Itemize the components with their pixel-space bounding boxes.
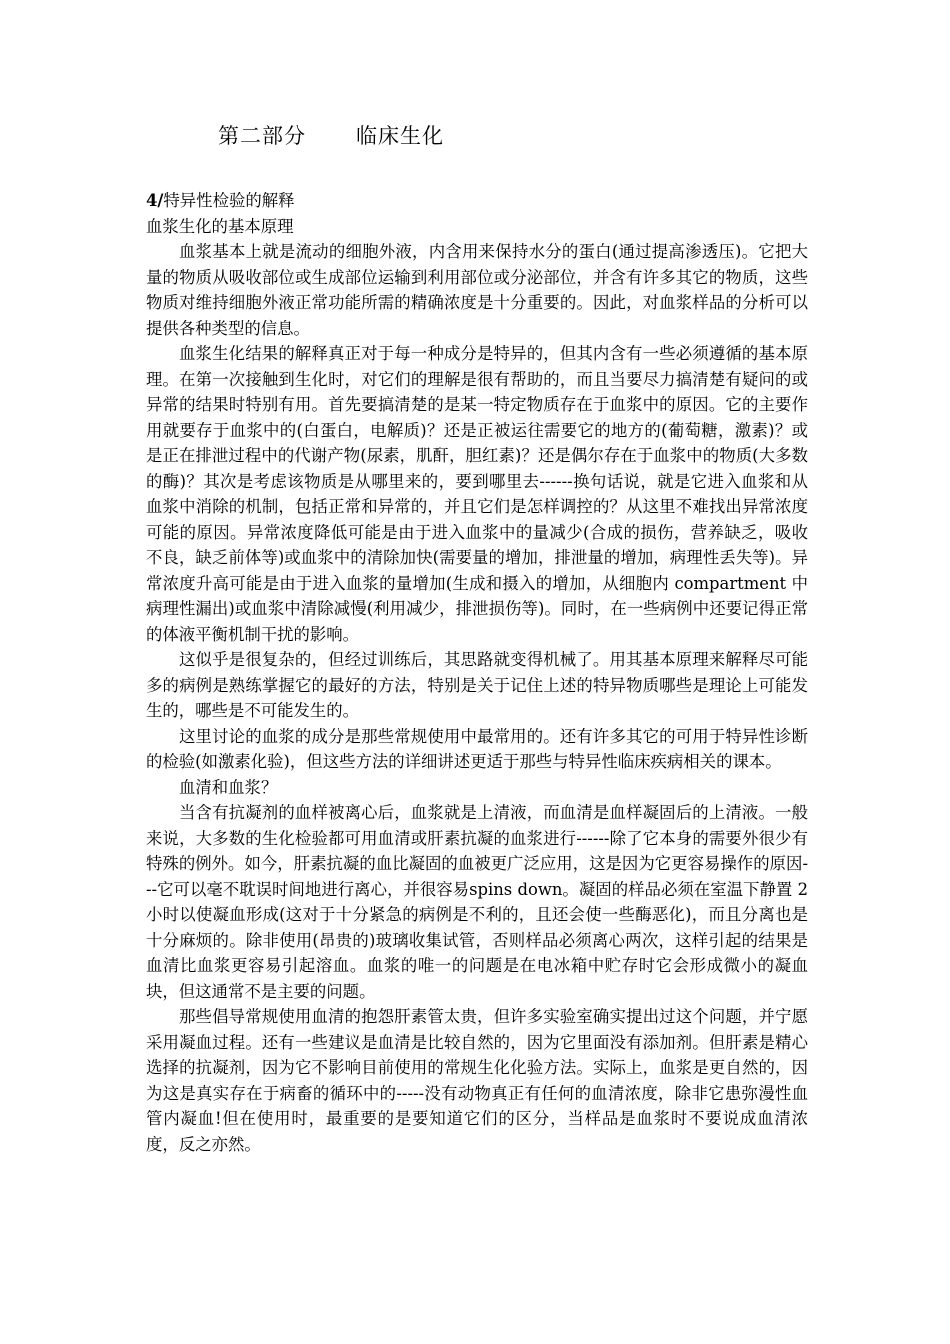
part-name: 临床生化 [356,124,444,148]
paragraph: 血浆生化结果的解释真正对于每一种成分是特异的，但其内含有一些必须遵循的基本原理。在第一次接触到生化时，对它们的理解是很有帮助的，而且当要尽力搞清楚有疑问的或异常的结果时特别有用。首先要搞清楚的是某一特定物质存在于血浆中的原因。它的主要作用就要存于血浆中的(白蛋白，电解质)？还是正被运往需要它的地方的(葡萄糖，激素)？或是正在排泄过程中的代谢产物(尿素，肌酐，胆红素)？还是偶尔存在于血浆中的物质(大多数的酶)？其次是考虑该物质是从哪里来的，要到哪里去------换句话说，就是它进入血浆和从血浆中消除的机制，包括正常和异常的，并且它们是怎样调控的？从这里不难找出异常浓度可能的原因。异常浓度降低可能是由于进入血浆中的量减少(合成的损伤，营养缺乏，吸收不良，缺乏前体等)或血浆中的清除加快(需要量的增加，排泄量的增加，病理性丢失等)。异常浓度升高可能是由于进入血浆的量增加(生成和摄入的增加，从细胞内 compartment 中病理性漏出)或血浆中清除减慢(利用减少，排泄损伤等)。同时，在一些病例中还要记得正常的体液平衡机制干扰的影响。 [146,344,808,644]
document-body [146,188,808,1157]
paragraph: 当含有抗凝剂的血样被离心后，血浆就是上清液，而血清是血样凝固后的上清液。一般来说，大多数的生化检验都可用血清或肝素抗凝的血浆进行------除了它本身的需要外很少有特殊的例外。如今，肝素抗凝的血比凝固的血被更广泛应用，这是因为它更容易操作的原因---它可以毫不耽误时间地进行离心，并很容易spins down。凝固的样品必须在室温下静置 2 小时以使凝血形成(这对于十分紧急的病例是不利的，且还会使一些酶恶化)，而且分离也是十分麻烦的。除非使用(昂贵的)玻璃收集试管，否则样品必须离心两次，这样引起的结果是血清比血浆更容易引起溶血。血浆的唯一的问题是在电冰箱中贮存时它会形成微小的凝血块，但这通常不是主要的问题。 [146,803,808,1001]
part-title [218,121,444,151]
paragraph: 这似乎是很复杂的，但经过训练后，其思路就变得机械了。用其基本原理来解释尽可能多的病例是熟练掌握它的最好的方法，特别是关于记住上述的特异物质哪些是理论上可能发生的，哪些是不可能发生的。 [146,650,808,720]
paragraph: 这里讨论的血浆的成分是那些常规使用中最常用的。还有许多其它的可用于特异性诊断的检验(如激素化验)，但这些方法的详细讲述更适于那些与特异性临床疾病相关的课本。 [146,726,808,771]
paragraph: 血浆基本上就是流动的细胞外液，内含用来保持水分的蛋白(通过提高渗透压)。它把大量的物质从吸收部位或生成部位运输到利用部位或分泌部位，并含有许多其它的物质，这些物质对维持细胞外液正常功能所需的精确浓度是十分重要的。因此，对血浆样品的分析可以提供各种类型的信息。 [146,242,808,338]
chapter-number: 4/ [146,191,164,210]
chapter-heading [146,188,808,214]
paragraph: 那些倡导常规使用血清的抱怨肝素管太贵，但许多实验室确实提出过这个问题，并宁愿采用凝血过程。还有一些建议是血清是比较自然的，因为它里面没有添加剂。但肝素是精心选择的抗凝剂，因为它不影响目前使用的常规生化化验方法。实际上，血浆是更自然的，因为这是真实存在于病畜的循环中的-----没有动物真正有任何的血清浓度，除非它患弥漫性血管内凝血!但在使用时，最重要的是要知道它们的区分，当样品是血浆时不要说成血清浓度，反之亦然。 [146,1007,808,1154]
subsection-heading: 血清和血浆？ [179,777,278,797]
section-heading: 血浆生化的基本原理 [146,216,294,236]
chapter-title: 特异性检验的解释 [163,191,295,210]
part-label: 第二部分 [218,124,306,148]
